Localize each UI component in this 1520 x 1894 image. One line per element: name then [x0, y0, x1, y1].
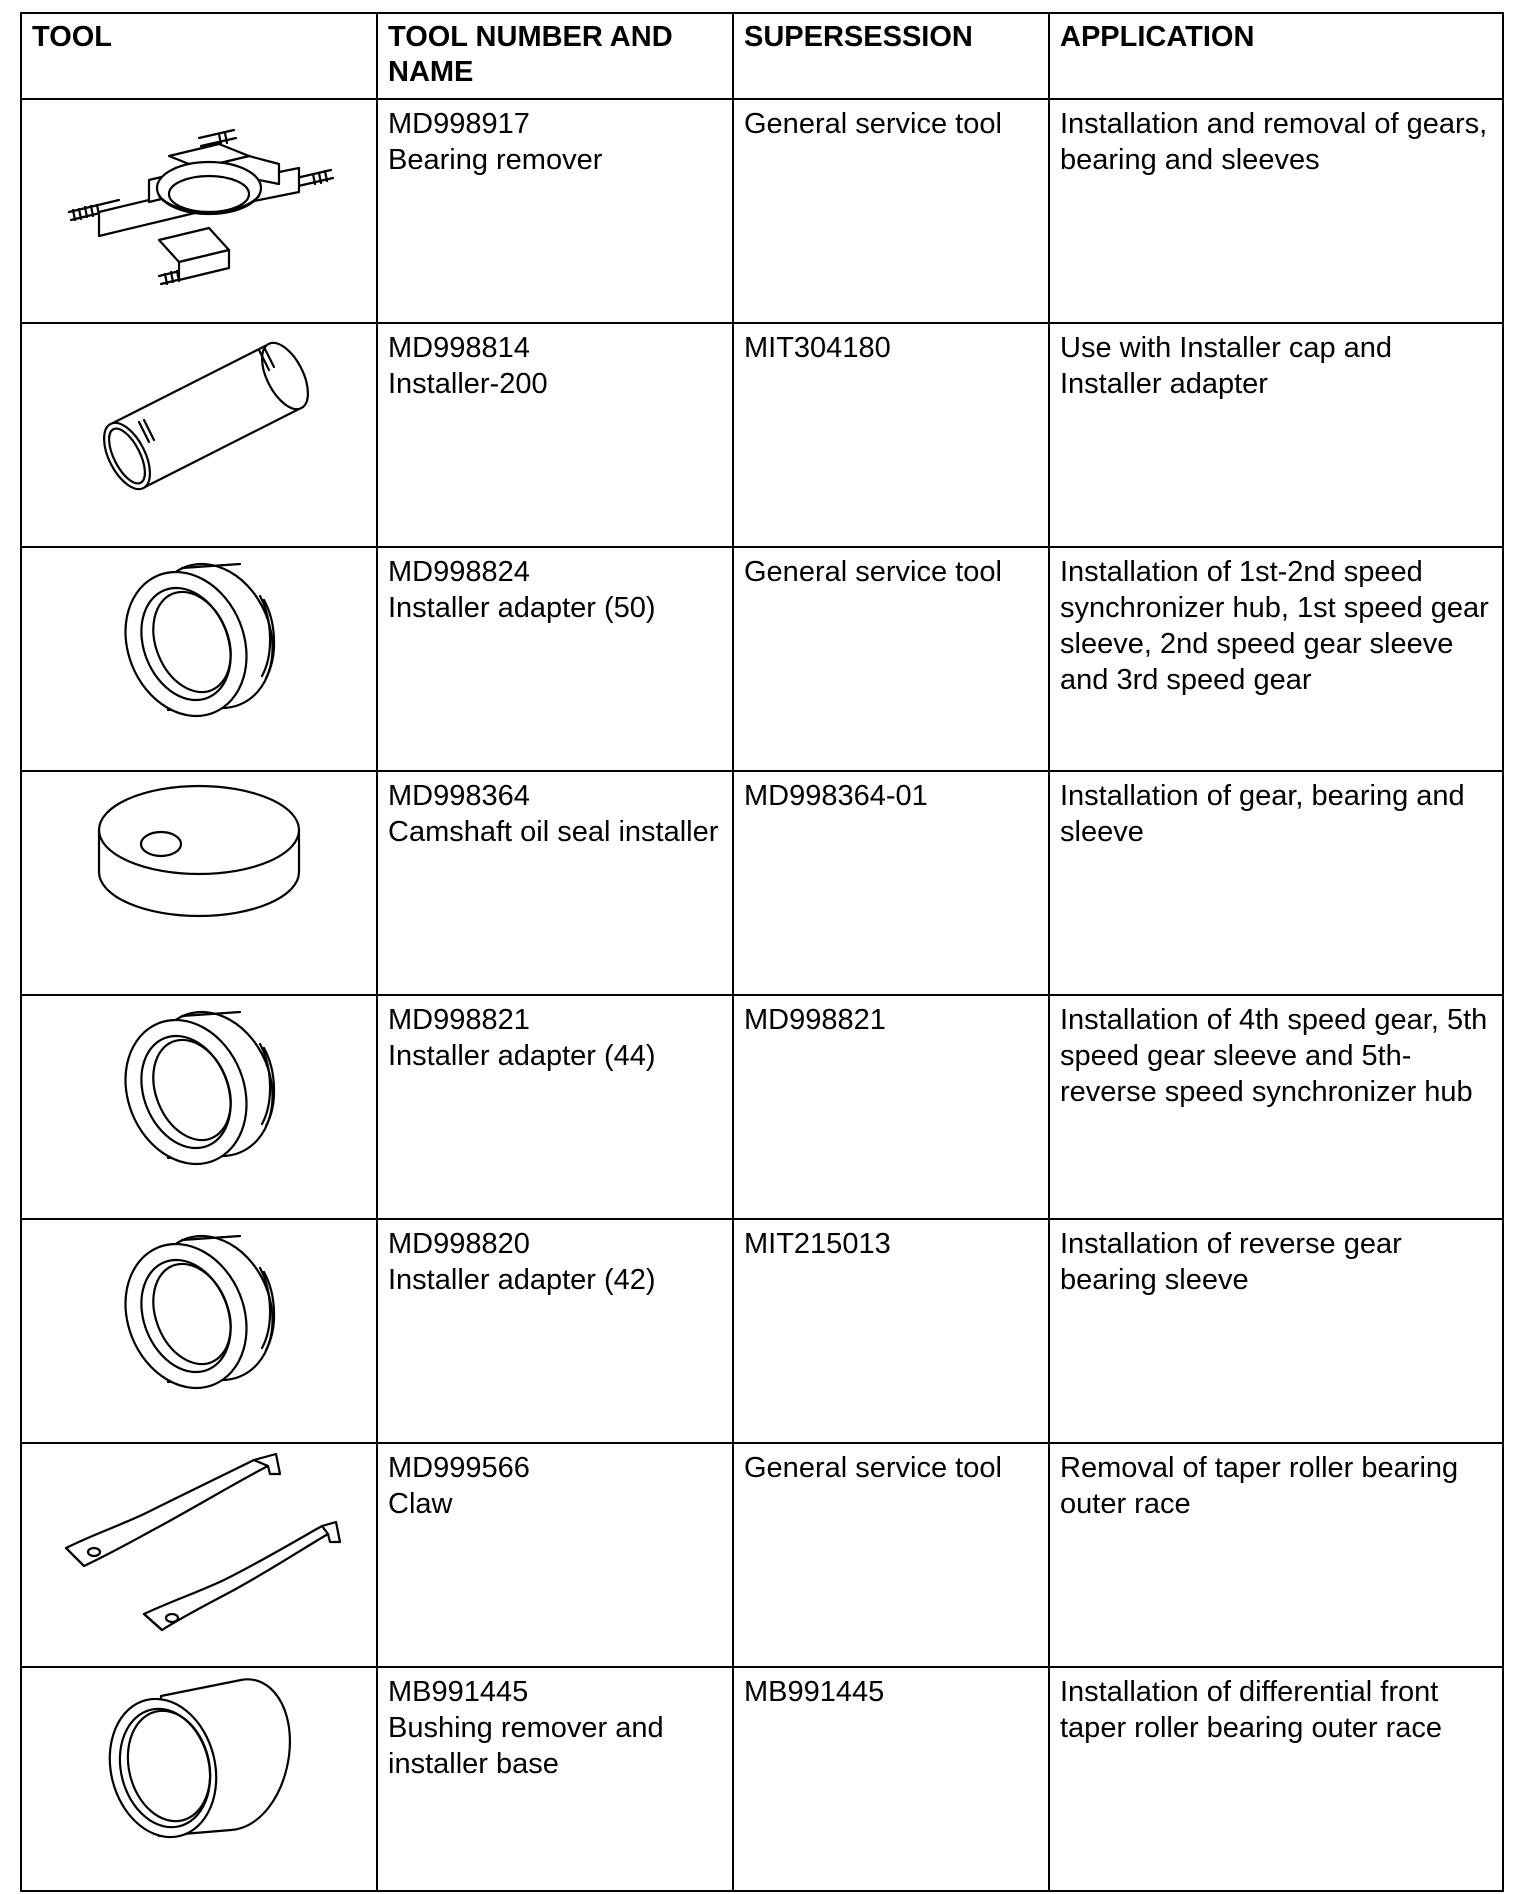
tool-supersession: General service tool — [733, 99, 1049, 323]
installer-adapter-icon — [114, 1220, 284, 1400]
installer-200-icon — [69, 324, 329, 494]
tool-supersession: MIT215013 — [733, 1219, 1049, 1443]
tool-image-cell — [21, 1443, 377, 1667]
tool-number: MD998821 — [388, 1004, 530, 1036]
tool-name: Bearing remover — [388, 144, 603, 176]
table-row — [21, 1667, 1503, 1891]
tool-supersession: MD998821 — [733, 995, 1049, 1219]
tool-application: Installation of differential front taper roller bearing outer race — [1049, 1667, 1503, 1891]
installer-adapter-icon — [114, 996, 284, 1176]
tool-application: Installation of 1st-2nd speed synchronizer hub, 1st speed gear sleeve, 2nd speed gear sleeve and 3rd speed gear — [1049, 547, 1503, 771]
tool-name: Installer adapter (50) — [388, 592, 656, 624]
table-row — [21, 1219, 1503, 1443]
table-row — [21, 771, 1503, 995]
bushing-remover-base-icon — [99, 1668, 299, 1848]
tool-image-cell — [21, 547, 377, 771]
tool-image-cell — [21, 995, 377, 1219]
tool-number: MD999566 — [388, 1452, 530, 1484]
tool-application: Use with Installer cap and Installer adapter — [1049, 323, 1503, 547]
tool-supersession: General service tool — [733, 1443, 1049, 1667]
installer-adapter-icon — [114, 548, 284, 728]
header-row — [21, 13, 1503, 99]
header-application: APPLICATION — [1049, 13, 1503, 99]
tool-image-cell — [21, 1219, 377, 1443]
tool-supersession: MIT304180 — [733, 323, 1049, 547]
tool-application: Installation of gear, bearing and sleeve — [1049, 771, 1503, 995]
tool-name: Installer adapter (44) — [388, 1040, 656, 1072]
header-tool-number-and-name: TOOL NUMBER AND NAME — [377, 13, 733, 99]
tool-number: MD998814 — [388, 332, 530, 364]
table-row — [21, 1443, 1503, 1667]
tool-name: Claw — [388, 1488, 453, 1520]
tool-number: MD998364 — [388, 780, 530, 812]
tool-image-cell — [21, 771, 377, 995]
tool-image-cell — [21, 1667, 377, 1891]
tool-supersession: General service tool — [733, 547, 1049, 771]
camshaft-oil-seal-installer-icon — [89, 772, 309, 922]
header-supersession: SUPERSESSION — [733, 13, 1049, 99]
tool-name: Bushing remover and installer base — [388, 1712, 664, 1780]
bearing-remover-icon — [49, 100, 349, 300]
tool-name: Installer-200 — [388, 368, 548, 400]
tool-application: Removal of taper roller bearing outer race — [1049, 1443, 1503, 1667]
table-row — [21, 99, 1503, 323]
tool-number: MD998824 — [388, 556, 530, 588]
tool-application: Installation of 4th speed gear, 5th speed gear sleeve and 5th-reverse speed synchronizer hub — [1049, 995, 1503, 1219]
table-row — [21, 995, 1503, 1219]
tool-image-cell — [21, 99, 377, 323]
special-tools-table — [20, 12, 1504, 1892]
tool-number: MB991445 — [388, 1676, 529, 1708]
tool-supersession: MD998364-01 — [733, 771, 1049, 995]
tool-name: Camshaft oil seal installer — [388, 816, 719, 848]
tool-number: MD998917 — [388, 108, 530, 140]
tool-image-cell — [21, 323, 377, 547]
tool-number: MD998820 — [388, 1228, 530, 1260]
claw-icon — [54, 1444, 344, 1634]
tool-name: Installer adapter (42) — [388, 1264, 656, 1296]
tool-supersession: MB991445 — [733, 1667, 1049, 1891]
table-row — [21, 323, 1503, 547]
table-row — [21, 547, 1503, 771]
tool-application: Installation of reverse gear bearing sleeve — [1049, 1219, 1503, 1443]
header-tool: TOOL — [21, 13, 377, 99]
tool-application: Installation and removal of gears, bearing and sleeves — [1049, 99, 1503, 323]
